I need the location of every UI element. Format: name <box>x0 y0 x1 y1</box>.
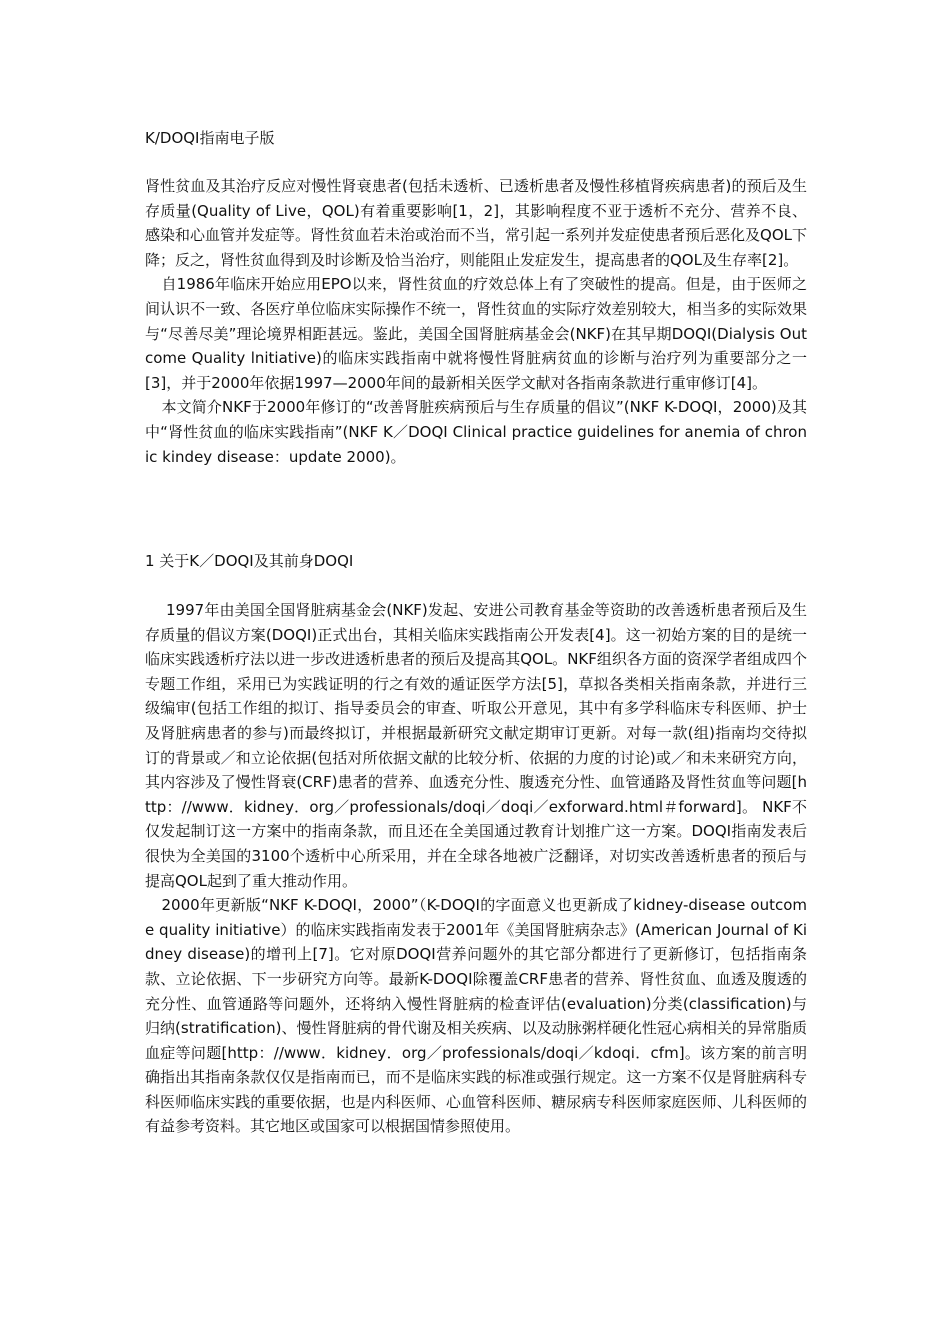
intro-paragraph-1: 肾性贫血及其治疗反应对慢性肾衰患者(包括未透析、已透析患者及慢性移植肾疾病患者)的预后及生存质量(Quality of Live，QOL)有着重要影响[1，2]，其影响程度不亚于透析不充分、营养不良、感染和心血管并发症等。肾性贫血若未治或治而不当，常引起一系列并发症使患者预后恶化及QOL下降；反之，肾性贫血得到及时诊断及恰当治疗，则能阻止发症发生，提高患者的QOL及生存率[2]。 <box>145 177 807 269</box>
document-title: K/DOQI指南电子版 <box>145 129 275 147</box>
section-paragraph-2: 2000年更新版“NKF K-DOQI，2000”（K-DOQI的字面意义也更新成了kidney-disease outcome quality initiative）的临床实践指南发表于2001年《美国肾脏病杂志》(American Journal of Kidney disease)的增刊上[7]。它对原DOQI营养问题外的其它部分都进行了更新修订，包括指南条款、立论依据、下一步研究方向等。最新K-DOQI除覆盖CRF患者的营养、肾性贫血、血透及腹透的充分性、血管通路等问题外，还将纳入慢性肾脏病的检查评估(evaluation)分类(classification)与归纳(stratification)、慢性肾脏病的骨代谢及相关疾病、以及动脉粥样硬化性冠心病相关的异常脂质血症等问题[http：//www．kidney．org／professionals/doqi／kdoqi．cfm]。该方案的前言明确指出其指南条款仅仅是指南而已，而不是临床实践的标准或强行规定。这一方案不仅是肾脏病科专科医师临床实践的重要依据，也是内科医师、心血管科医师、糖尿病专科医师家庭医师、儿科医师的有益参考资料。其它地区或国家可以根据国情参照使用。 <box>145 896 807 1136</box>
section-body <box>145 598 807 1139</box>
intro-paragraph-2: 自1986年临床开始应用EPO以来，肾性贫血的疗效总体上有了突破性的提高。但是，由于医师之间认识不一致、各医疗单位临床实际操作不统一，肾性贫血的实际疗效差别较大，相当多的实际效果与“尽善尽美”理论境界相距甚远。鉴此，美国全国肾脏病基金会(NKF)在其早期DOQI(Dialysis Outcome Quality lnitiative)的临床实践指南中就将慢性肾脏病贫血的诊断与治疗列为重要部分之一[3]，并于2000年依据1997—2000年间的最新相关医学文献对各指南条款进行重审修订[4]。 <box>145 275 807 392</box>
intro-section <box>145 174 807 469</box>
section-paragraph-1: 1997年由美国全国肾脏病基金会(NKF)发起、安进公司教育基金等资助的改善透析患者预后及生存质量的倡议方案(DOQI)正式出台，其相关临床实践指南公开发表[4]。这一初始方案的目的是统一临床实践透析疗法以进一步改进透析患者的预后及提高其QOL。NKF组织各方面的资深学者组成四个专题工作组，采用已为实践证明的行之有效的遁证医学方法[5]，草拟各类相关指南条款，并进行三级编审(包括工作组的拟订、指导委员会的审查、听取公开意见，其中有多学科临床专科医师、护士及肾脏病患者的参与)而最终拟订，并根据最新研究文献定期审订更新。对每一款(组)指南均交待拟订的背景或／和立论依据(包括对所依据文献的比较分析、依据的力度的讨论)或／和未来研究方向，其内容涉及了慢性肾衰(CRF)患者的营养、血透充分性、腹透充分性、血管通路及肾性贫血等问题[http：//www．kidney．org／professionals/doqi／doqi／exforward.html＃forward]。 NKF不仅发起制订这一方案中的指南条款，而且还在全美国通过教育计划推广这一方案。DOQI指南发表后很快为全美国的3100个透析中心所采用，并在全球各地被广泛翻译，对切实改善透析患者的预后与提高QOL起到了重大推动作用。 <box>145 601 807 890</box>
intro-paragraph-3: 本文简介NKF于2000年修订的“改善肾脏疾病预后与生存质量的倡议”(NKF K-DOQI，2000)及其中“肾性贫血的临床实践指南”(NKF K／DOQI Clinical practice guidelines for anemia of chronic kindey disease：update 2000)。 <box>145 398 807 466</box>
section-heading: 1 关于K／DOQI及其前身DOQI <box>145 552 354 570</box>
